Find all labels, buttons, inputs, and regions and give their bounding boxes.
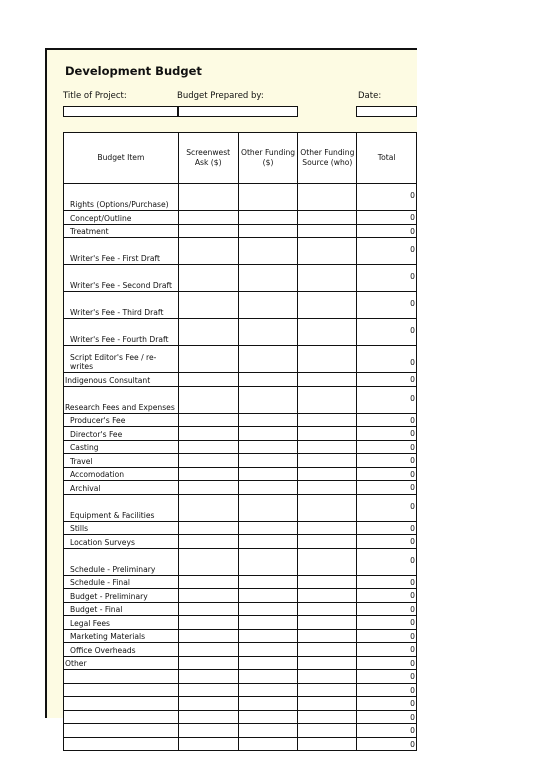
total-cell: 0 bbox=[357, 656, 417, 670]
total-cell: 0 bbox=[357, 548, 417, 575]
table-row bbox=[64, 697, 417, 711]
budget-item-cell[interactable]: Casting bbox=[64, 440, 179, 454]
total-cell: 0 bbox=[357, 697, 417, 711]
table-row bbox=[64, 427, 417, 441]
screenwest-ask-cell[interactable] bbox=[178, 238, 238, 265]
table-row bbox=[64, 440, 417, 454]
budget-item-cell[interactable]: Indigenous Consultant bbox=[64, 373, 179, 387]
other-funding-cell[interactable] bbox=[238, 737, 298, 751]
total-cell: 0 bbox=[357, 521, 417, 535]
page-title: Development Budget bbox=[65, 64, 202, 78]
table-row bbox=[64, 589, 417, 603]
other-funding-cell[interactable] bbox=[238, 521, 298, 535]
other-funding-source-cell[interactable] bbox=[298, 616, 357, 630]
budget-item-cell[interactable]: Schedule - Final bbox=[64, 575, 179, 589]
other-funding-source-cell[interactable] bbox=[298, 238, 357, 265]
other-funding-cell[interactable] bbox=[238, 629, 298, 643]
other-funding-cell[interactable] bbox=[238, 710, 298, 724]
table-row bbox=[64, 656, 417, 670]
other-funding-cell[interactable] bbox=[238, 224, 298, 238]
total-cell: 0 bbox=[357, 265, 417, 292]
table-row bbox=[64, 481, 417, 495]
other-funding-source-cell[interactable] bbox=[298, 224, 357, 238]
table-row bbox=[64, 575, 417, 589]
header-other-funding: Other Funding ($) bbox=[238, 133, 298, 184]
total-cell: 0 bbox=[357, 184, 417, 211]
table-row bbox=[64, 629, 417, 643]
total-cell: 0 bbox=[357, 224, 417, 238]
screenwest-ask-cell[interactable] bbox=[178, 737, 238, 751]
other-funding-cell[interactable] bbox=[238, 535, 298, 549]
total-cell: 0 bbox=[357, 616, 417, 630]
total-cell: 0 bbox=[357, 481, 417, 495]
budget-item-cell[interactable]: Rights (Options/Purchase) bbox=[64, 184, 179, 211]
budget-item-cell[interactable]: Research Fees and Expenses bbox=[64, 386, 179, 413]
other-funding-source-cell[interactable] bbox=[298, 724, 357, 738]
budget-item-cell[interactable]: Marketing Materials bbox=[64, 629, 179, 643]
other-funding-cell[interactable] bbox=[238, 670, 298, 684]
other-funding-cell[interactable] bbox=[238, 184, 298, 211]
other-funding-cell[interactable] bbox=[238, 211, 298, 225]
total-cell: 0 bbox=[357, 724, 417, 738]
budget-rows bbox=[64, 184, 417, 751]
table-row bbox=[64, 373, 417, 387]
budget-item-cell[interactable]: Writer's Fee - Third Draft bbox=[64, 292, 179, 319]
table-row bbox=[64, 710, 417, 724]
other-funding-source-cell[interactable] bbox=[298, 629, 357, 643]
prepared-by-field[interactable] bbox=[178, 106, 298, 117]
other-funding-source-cell[interactable] bbox=[298, 413, 357, 427]
budget-item-cell[interactable]: Treatment bbox=[64, 224, 179, 238]
other-funding-cell[interactable] bbox=[238, 616, 298, 630]
budget-item-cell[interactable] bbox=[64, 683, 179, 697]
other-funding-cell[interactable] bbox=[238, 292, 298, 319]
screenwest-ask-cell[interactable] bbox=[178, 724, 238, 738]
other-funding-cell[interactable] bbox=[238, 413, 298, 427]
screenwest-ask-cell[interactable] bbox=[178, 602, 238, 616]
other-funding-source-cell[interactable] bbox=[298, 535, 357, 549]
other-funding-source-cell[interactable] bbox=[298, 346, 357, 373]
screenwest-ask-cell[interactable] bbox=[178, 710, 238, 724]
screenwest-ask-cell[interactable] bbox=[178, 440, 238, 454]
table-row bbox=[64, 521, 417, 535]
other-funding-cell[interactable] bbox=[238, 386, 298, 413]
other-funding-source-cell[interactable] bbox=[298, 697, 357, 711]
budget-item-cell[interactable]: Writer's Fee - First Draft bbox=[64, 238, 179, 265]
total-cell: 0 bbox=[357, 575, 417, 589]
budget-item-cell[interactable]: Producer's Fee bbox=[64, 413, 179, 427]
screenwest-ask-cell[interactable] bbox=[178, 211, 238, 225]
other-funding-source-cell[interactable] bbox=[298, 589, 357, 603]
other-funding-source-cell[interactable] bbox=[298, 454, 357, 468]
table-row bbox=[64, 224, 417, 238]
header-total: Total bbox=[357, 133, 417, 184]
budget-item-cell[interactable]: Writer's Fee - Second Draft bbox=[64, 265, 179, 292]
other-funding-source-cell[interactable] bbox=[298, 211, 357, 225]
other-funding-cell[interactable] bbox=[238, 548, 298, 575]
budget-item-cell[interactable]: Archival bbox=[64, 481, 179, 495]
budget-item-cell[interactable]: Equipment & Facilities bbox=[64, 494, 179, 521]
screenwest-ask-cell[interactable] bbox=[178, 535, 238, 549]
budget-item-cell[interactable] bbox=[64, 697, 179, 711]
screenwest-ask-cell[interactable] bbox=[178, 467, 238, 481]
other-funding-cell[interactable] bbox=[238, 238, 298, 265]
budget-item-cell[interactable]: Location Surveys bbox=[64, 535, 179, 549]
table-row bbox=[64, 238, 417, 265]
screenwest-ask-cell[interactable] bbox=[178, 346, 238, 373]
other-funding-source-cell[interactable] bbox=[298, 521, 357, 535]
budget-item-cell[interactable] bbox=[64, 737, 179, 751]
other-funding-source-cell[interactable] bbox=[298, 494, 357, 521]
total-cell: 0 bbox=[357, 292, 417, 319]
other-funding-source-cell[interactable] bbox=[298, 575, 357, 589]
budget-item-cell[interactable]: Accomodation bbox=[64, 467, 179, 481]
budget-item-cell[interactable]: Writer's Fee - Fourth Draft bbox=[64, 319, 179, 346]
other-funding-source-cell[interactable] bbox=[298, 548, 357, 575]
table-row bbox=[64, 292, 417, 319]
other-funding-cell[interactable] bbox=[238, 494, 298, 521]
total-cell: 0 bbox=[357, 346, 417, 373]
budget-item-cell[interactable]: Stills bbox=[64, 521, 179, 535]
other-funding-source-cell[interactable] bbox=[298, 427, 357, 441]
budget-item-cell[interactable]: Schedule - Preliminary bbox=[64, 548, 179, 575]
table-row bbox=[64, 265, 417, 292]
other-funding-cell[interactable] bbox=[238, 454, 298, 468]
other-funding-source-cell[interactable] bbox=[298, 373, 357, 387]
screenwest-ask-cell[interactable] bbox=[178, 413, 238, 427]
prepared-by-label: Budget Prepared by: bbox=[177, 91, 264, 101]
project-title-label: Title of Project: bbox=[63, 91, 127, 101]
screenwest-ask-cell[interactable] bbox=[178, 386, 238, 413]
other-funding-cell[interactable] bbox=[238, 602, 298, 616]
screenwest-ask-cell[interactable] bbox=[178, 643, 238, 657]
other-funding-source-cell[interactable] bbox=[298, 265, 357, 292]
budget-item-cell[interactable]: Budget - Final bbox=[64, 602, 179, 616]
total-cell: 0 bbox=[357, 683, 417, 697]
other-funding-source-cell[interactable] bbox=[298, 683, 357, 697]
table-row bbox=[64, 737, 417, 751]
budget-item-cell[interactable]: Travel bbox=[64, 454, 179, 468]
budget-item-cell[interactable] bbox=[64, 710, 179, 724]
other-funding-source-cell[interactable] bbox=[298, 292, 357, 319]
other-funding-cell[interactable] bbox=[238, 643, 298, 657]
screenwest-ask-cell[interactable] bbox=[178, 373, 238, 387]
total-cell: 0 bbox=[357, 467, 417, 481]
other-funding-cell[interactable] bbox=[238, 589, 298, 603]
table-row bbox=[64, 724, 417, 738]
header-budget-item: Budget Item bbox=[64, 133, 179, 184]
budget-item-cell[interactable]: Other bbox=[64, 656, 179, 670]
other-funding-source-cell[interactable] bbox=[298, 737, 357, 751]
screenwest-ask-cell[interactable] bbox=[178, 656, 238, 670]
other-funding-source-cell[interactable] bbox=[298, 386, 357, 413]
other-funding-source-cell[interactable] bbox=[298, 710, 357, 724]
header-other-funding-source: Other Funding Source (who) bbox=[298, 133, 357, 184]
other-funding-source-cell[interactable] bbox=[298, 440, 357, 454]
other-funding-source-cell[interactable] bbox=[298, 319, 357, 346]
total-cell: 0 bbox=[357, 589, 417, 603]
screenwest-ask-cell[interactable] bbox=[178, 481, 238, 495]
total-cell: 0 bbox=[357, 319, 417, 346]
other-funding-cell[interactable] bbox=[238, 656, 298, 670]
total-cell: 0 bbox=[357, 710, 417, 724]
table-row bbox=[64, 548, 417, 575]
total-cell: 0 bbox=[357, 535, 417, 549]
table-row bbox=[64, 454, 417, 468]
table-header-row bbox=[64, 133, 417, 184]
table-row bbox=[64, 535, 417, 549]
other-funding-cell[interactable] bbox=[238, 427, 298, 441]
total-cell: 0 bbox=[357, 454, 417, 468]
total-cell: 0 bbox=[357, 211, 417, 225]
other-funding-source-cell[interactable] bbox=[298, 602, 357, 616]
budget-item-cell[interactable]: Budget - Preliminary bbox=[64, 589, 179, 603]
other-funding-source-cell[interactable] bbox=[298, 643, 357, 657]
screenwest-ask-cell[interactable] bbox=[178, 292, 238, 319]
other-funding-cell[interactable] bbox=[238, 724, 298, 738]
budget-item-cell[interactable] bbox=[64, 724, 179, 738]
total-cell: 0 bbox=[357, 602, 417, 616]
other-funding-cell[interactable] bbox=[238, 346, 298, 373]
screenwest-ask-cell[interactable] bbox=[178, 265, 238, 292]
total-cell: 0 bbox=[357, 440, 417, 454]
budget-item-cell[interactable] bbox=[64, 670, 179, 684]
screenwest-ask-cell[interactable] bbox=[178, 184, 238, 211]
table-row bbox=[64, 184, 417, 211]
budget-sheet bbox=[45, 48, 417, 749]
table-row bbox=[64, 467, 417, 481]
screenwest-ask-cell[interactable] bbox=[178, 224, 238, 238]
other-funding-source-cell[interactable] bbox=[298, 656, 357, 670]
table-row bbox=[64, 643, 417, 657]
budget-item-cell[interactable]: Concept/Outline bbox=[64, 211, 179, 225]
other-funding-source-cell[interactable] bbox=[298, 467, 357, 481]
header-screenwest-ask: Screenwest Ask ($) bbox=[178, 133, 238, 184]
total-cell: 0 bbox=[357, 629, 417, 643]
date-label: Date: bbox=[358, 91, 382, 101]
other-funding-cell[interactable] bbox=[238, 683, 298, 697]
total-cell: 0 bbox=[357, 494, 417, 521]
screenwest-ask-cell[interactable] bbox=[178, 319, 238, 346]
table-row bbox=[64, 670, 417, 684]
total-cell: 0 bbox=[357, 373, 417, 387]
total-cell: 0 bbox=[357, 413, 417, 427]
screenwest-ask-cell[interactable] bbox=[178, 548, 238, 575]
budget-item-cell[interactable]: Office Overheads bbox=[64, 643, 179, 657]
budget-item-cell[interactable]: Director's Fee bbox=[64, 427, 179, 441]
other-funding-cell[interactable] bbox=[238, 265, 298, 292]
total-cell: 0 bbox=[357, 427, 417, 441]
other-funding-cell[interactable] bbox=[238, 319, 298, 346]
table-row bbox=[64, 494, 417, 521]
other-funding-cell[interactable] bbox=[238, 481, 298, 495]
screenwest-ask-cell[interactable] bbox=[178, 454, 238, 468]
table-row bbox=[64, 386, 417, 413]
other-funding-source-cell[interactable] bbox=[298, 670, 357, 684]
table-row bbox=[64, 346, 417, 373]
screenwest-ask-cell[interactable] bbox=[178, 683, 238, 697]
table-row bbox=[64, 211, 417, 225]
project-title-field[interactable] bbox=[63, 106, 178, 117]
screenwest-ask-cell[interactable] bbox=[178, 697, 238, 711]
other-funding-cell[interactable] bbox=[238, 373, 298, 387]
total-cell: 0 bbox=[357, 737, 417, 751]
screenwest-ask-cell[interactable] bbox=[178, 616, 238, 630]
screenwest-ask-cell[interactable] bbox=[178, 575, 238, 589]
budget-item-cell[interactable]: Script Editor's Fee / re-writes bbox=[64, 346, 179, 373]
total-cell: 0 bbox=[357, 238, 417, 265]
other-funding-cell[interactable] bbox=[238, 467, 298, 481]
total-cell: 0 bbox=[357, 643, 417, 657]
screenwest-ask-cell[interactable] bbox=[178, 427, 238, 441]
table-row bbox=[64, 602, 417, 616]
screenwest-ask-cell[interactable] bbox=[178, 629, 238, 643]
total-cell: 0 bbox=[357, 386, 417, 413]
table-row bbox=[64, 616, 417, 630]
screenwest-ask-cell[interactable] bbox=[178, 670, 238, 684]
date-field[interactable] bbox=[356, 106, 417, 117]
screenwest-ask-cell[interactable] bbox=[178, 589, 238, 603]
budget-item-cell[interactable]: Legal Fees bbox=[64, 616, 179, 630]
screenwest-ask-cell[interactable] bbox=[178, 521, 238, 535]
total-cell: 0 bbox=[357, 670, 417, 684]
table-row bbox=[64, 413, 417, 427]
table-row bbox=[64, 319, 417, 346]
table-row bbox=[64, 683, 417, 697]
other-funding-cell[interactable] bbox=[238, 575, 298, 589]
screenwest-ask-cell[interactable] bbox=[178, 494, 238, 521]
budget-table bbox=[63, 132, 417, 751]
other-funding-source-cell[interactable] bbox=[298, 481, 357, 495]
other-funding-cell[interactable] bbox=[238, 440, 298, 454]
other-funding-source-cell[interactable] bbox=[298, 184, 357, 211]
other-funding-cell[interactable] bbox=[238, 697, 298, 711]
